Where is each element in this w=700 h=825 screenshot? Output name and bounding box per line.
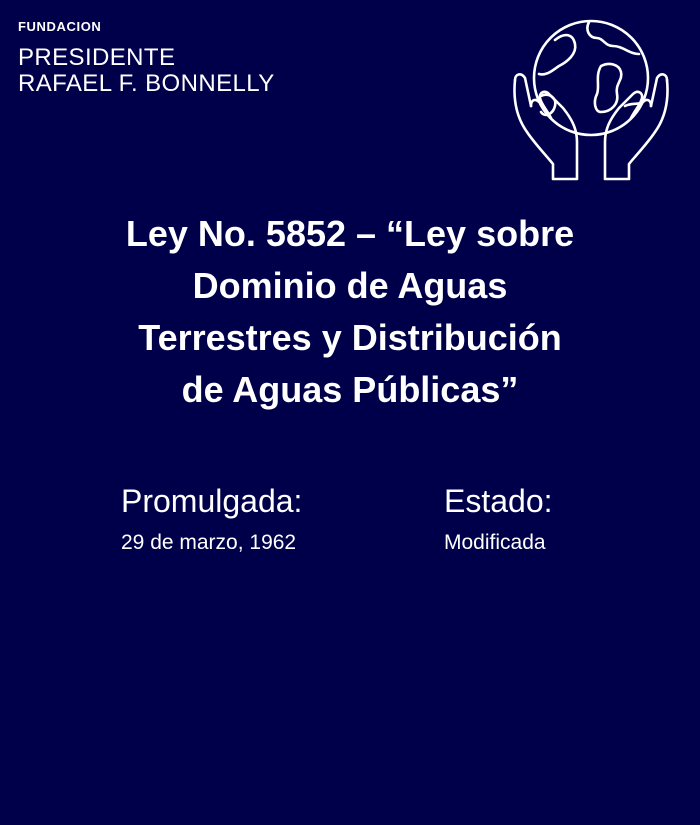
status-value: Modificada bbox=[444, 531, 546, 554]
promulgation-date: 29 de marzo, 1962 bbox=[121, 531, 297, 554]
law-title-line-1: Ley No. 5852 – “Ley sobre bbox=[125, 213, 575, 254]
promulgation-block bbox=[121, 481, 302, 556]
law-title-line-2: Dominio de Aguas bbox=[192, 265, 508, 306]
promulgation-label: Promulgada: bbox=[121, 483, 303, 519]
law-title-line-4: de Aguas Públicas” bbox=[181, 369, 519, 410]
brand-name-line-1: PRESIDENTE bbox=[18, 44, 176, 71]
law-title-line-3: Terrestres y Distribución bbox=[138, 317, 562, 358]
brand-name-line-2: RAFAEL F. BONNELLY bbox=[18, 70, 275, 97]
brand-block bbox=[18, 18, 275, 97]
status-label: Estado: bbox=[444, 483, 553, 519]
status-block bbox=[444, 481, 553, 556]
brand-prefix: FUNDACION bbox=[18, 19, 102, 34]
hands-holding-globe-icon bbox=[505, 14, 677, 184]
law-title bbox=[60, 208, 640, 416]
